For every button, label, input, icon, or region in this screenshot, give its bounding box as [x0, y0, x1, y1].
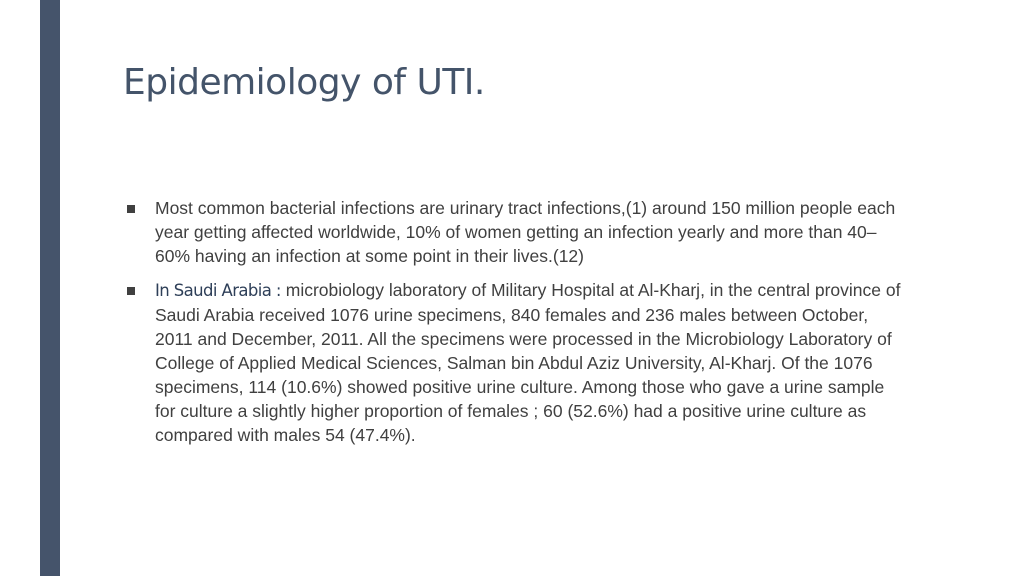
accent-bar: [40, 0, 60, 576]
square-bullet-icon: [127, 287, 135, 295]
bullet-item-global: [127, 196, 907, 268]
bullet-list: [127, 196, 907, 457]
bullet-lead: In Saudi Arabia :: [155, 281, 281, 300]
bullet-item-saudi-arabia: [127, 278, 907, 447]
slide-title: Epidemiology of UTI.: [123, 62, 485, 103]
bullet-text: Most common bacterial infections are urinary tract infections,(1) around 150 million people each year getting affected worldwide, 10% of women getting an infection yearly and more than 40–60% having an infection at some point in their lives.(12): [155, 198, 896, 266]
bullet-text: microbiology laboratory of Military Hospital at Al-Kharj, in the central province of Saudi Arabia received 1076 urine specimens, 840 females and 236 males between October, 2011 and December, 2011. All the specimens were processed in the Microbiology Laboratory of College of Applied Medical Sciences, Salman bin Abdul Aziz University, Al-Kharj. Of the 1076 specimens, 114 (10.6%) showed positive urine culture. Among those who gave a urine sample for culture a slightly higher proportion of females ; 60 (52.6%) had a positive urine culture as compared with males 54 (47.4%).: [155, 280, 901, 445]
square-bullet-icon: [127, 205, 135, 213]
